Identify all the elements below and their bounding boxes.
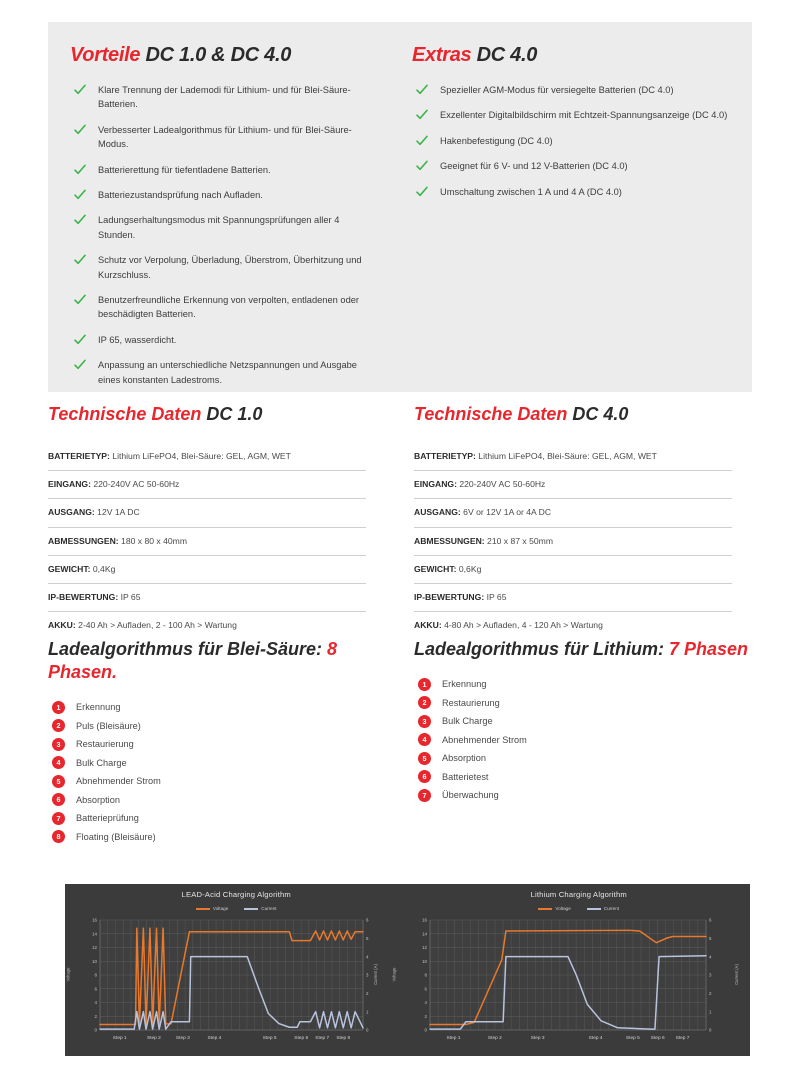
list-item-text: Umschaltung zwischen 1 A und 4 A (DC 4.0) <box>440 186 622 197</box>
benefits-panel <box>48 22 752 392</box>
charging-algorithms-section <box>48 638 752 848</box>
list-item <box>48 719 400 733</box>
list-item <box>48 830 400 844</box>
table-row <box>48 471 366 499</box>
legend-label-current: Current <box>261 906 277 911</box>
tech-data-dc10 <box>48 404 400 639</box>
list-item-text: IP 65, wasserdicht. <box>98 334 177 345</box>
legend-label-voltage: Voltage <box>555 906 571 911</box>
algo-lithium-heading-black: Ladealgorithmus für Lithium: <box>414 639 669 659</box>
svg-text:Step 1: Step 1 <box>446 1036 460 1041</box>
algo-lead-heading <box>48 638 400 684</box>
phase-number-badge: 7 <box>52 812 65 825</box>
svg-text:16: 16 <box>421 917 427 923</box>
list-item <box>412 159 732 173</box>
list-item <box>414 714 752 728</box>
spec-value: 12V 1A DC <box>94 507 140 518</box>
table-row <box>414 499 732 527</box>
list-item-text: Klare Trennung der Lademodi für Lithium- und für Blei-Säure-Batterien. <box>98 85 351 110</box>
list-item-text: Anpassung an unterschiedliche Netzspannungen und Ausgabe eines konstanten Ladestroms. <box>98 360 357 385</box>
svg-text:Step 5: Step 5 <box>625 1036 640 1041</box>
list-item-text: Ladungserhaltungsmodus mit Spannungsprüfungen aller 4 Stunden. <box>98 215 340 240</box>
svg-text:8: 8 <box>94 972 97 978</box>
spec-key: ABMESSUNGEN: <box>414 535 485 546</box>
algo-lead-heading-black: Ladealgorithmus für Blei-Säure: <box>48 639 328 659</box>
check-icon <box>74 359 86 371</box>
phase-label: Erkennung <box>442 679 487 690</box>
list-item-text: Geeignet für 6 V- und 12 V-Batterien (DC 4.0) <box>440 161 628 172</box>
check-icon <box>74 294 86 306</box>
list-item <box>70 188 376 202</box>
extras-list <box>412 83 732 199</box>
phase-number-badge: 1 <box>418 678 431 691</box>
list-item <box>70 163 376 177</box>
list-item <box>48 700 400 714</box>
spec-value: 2-40 Ah > Aufladen, 2 - 100 Ah > Wartung <box>75 620 237 631</box>
svg-text:Step 5: Step 5 <box>262 1036 277 1041</box>
svg-text:10: 10 <box>421 958 427 964</box>
list-item-text: Spezieller AGM-Modus für versiegelte Batterien (DC 4.0) <box>440 85 674 95</box>
extras-heading-red: Extras <box>412 44 472 66</box>
tech-dc40-heading-red: Technische Daten <box>414 404 568 424</box>
svg-text:Step 3: Step 3 <box>530 1036 545 1041</box>
spec-key: AKKU: <box>48 620 76 631</box>
spec-key: IP-BEWERTUNG: <box>414 591 485 602</box>
list-item <box>70 123 376 152</box>
chart-lead-acid <box>65 884 408 1056</box>
table-row <box>414 443 732 471</box>
tech-dc10-heading <box>48 404 366 425</box>
phase-label: Bulk Charge <box>442 716 493 727</box>
phase-number-badge: 1 <box>52 701 65 714</box>
svg-text:Step 3: Step 3 <box>175 1036 190 1041</box>
spec-value: IP 65 <box>484 591 507 602</box>
phase-number-badge: 2 <box>52 719 65 732</box>
svg-text:6: 6 <box>424 986 427 992</box>
table-row <box>414 528 732 556</box>
vorteile-column <box>48 22 400 398</box>
phase-label: Erkennung <box>76 702 121 713</box>
phase-label: Batterieprüfung <box>76 813 139 824</box>
svg-text:14: 14 <box>421 931 427 937</box>
legend-label-voltage: Voltage <box>212 906 229 911</box>
table-row <box>48 528 366 556</box>
chart-title: LEAD-Acid Charging Algorithm <box>181 890 291 899</box>
chart-lithium <box>408 884 751 1056</box>
spec-value: IP 65 <box>118 591 141 602</box>
list-item <box>412 108 732 122</box>
spec-key: EINGANG: <box>48 479 91 490</box>
phase-number-badge: 6 <box>418 770 431 783</box>
list-item <box>414 751 752 765</box>
list-item-text: Batteriezustandsprüfung nach Aufladen. <box>98 190 263 201</box>
svg-text:4: 4 <box>708 954 711 960</box>
check-icon <box>74 189 86 201</box>
spec-key: EINGANG: <box>414 479 457 490</box>
tech-dc10-heading-rest: DC 1.0 <box>201 404 263 424</box>
spec-key: AKKU: <box>414 620 442 631</box>
spec-value: 220-240V AC 50-60Hz <box>90 479 180 490</box>
svg-text:Step 2: Step 2 <box>146 1036 161 1041</box>
phase-number-badge: 6 <box>52 793 65 806</box>
check-icon <box>416 84 428 96</box>
phase-label: Abnehmender Strom <box>76 776 161 787</box>
chart-y2label: Current (A) <box>733 964 739 985</box>
svg-text:0: 0 <box>366 1027 369 1033</box>
chart-plot-lead <box>65 884 407 1056</box>
spec-value: 180 x 80 x 40mm <box>118 535 187 546</box>
spec-key: BATTERIETYP: <box>414 451 476 461</box>
svg-text:5: 5 <box>708 936 711 942</box>
list-item <box>48 774 400 788</box>
list-item <box>48 811 400 825</box>
list-item <box>414 770 752 784</box>
spec-value: 6V or 12V 1A or 4A DC <box>460 507 552 518</box>
svg-text:Step 2: Step 2 <box>487 1036 502 1041</box>
phase-number-badge: 2 <box>418 696 431 709</box>
svg-text:1: 1 <box>366 1009 369 1015</box>
svg-text:12: 12 <box>421 945 427 951</box>
svg-text:Step 7: Step 7 <box>675 1036 689 1041</box>
check-icon <box>74 164 86 176</box>
algo-lead-heading-red: 8 Phasen. <box>48 639 338 683</box>
phase-number-badge: 4 <box>52 756 65 769</box>
svg-text:3: 3 <box>366 972 369 978</box>
phase-label: Abnehmender Strom <box>442 734 527 745</box>
spec-value: 210 x 87 x 50mm <box>484 535 553 546</box>
list-item <box>70 333 376 347</box>
svg-text:5: 5 <box>366 936 369 942</box>
phase-label: Restaurierung <box>76 739 134 750</box>
technical-data-section <box>48 404 752 639</box>
table-row <box>48 612 366 639</box>
chart-ylabel: Voltage <box>65 967 71 982</box>
check-icon <box>416 160 428 172</box>
table-row <box>414 556 732 584</box>
spec-key: GEWICHT: <box>414 563 457 574</box>
spec-key: IP-BEWERTUNG: <box>48 591 119 602</box>
tech-data-dc40 <box>400 404 752 639</box>
list-item <box>414 677 752 691</box>
table-row <box>48 584 366 612</box>
svg-text:6: 6 <box>366 917 369 923</box>
svg-text:4: 4 <box>94 1000 97 1006</box>
svg-text:16: 16 <box>92 917 97 923</box>
spec-value: 0,6Kg <box>456 563 482 574</box>
svg-text:2: 2 <box>366 991 369 997</box>
svg-text:10: 10 <box>92 958 97 964</box>
list-item-text: Hakenbefestigung (DC 4.0) <box>440 135 553 146</box>
phase-label: Restaurierung <box>442 697 500 708</box>
phase-label: Floating (Bleisäure) <box>76 831 156 842</box>
table-row <box>48 499 366 527</box>
list-item <box>412 134 732 148</box>
extras-heading <box>412 44 732 67</box>
algorithm-lead-acid <box>48 638 400 848</box>
algo-lithium-phase-list <box>414 677 752 802</box>
phase-number-badge: 4 <box>418 733 431 746</box>
list-item <box>70 253 376 282</box>
tech-dc40-heading-rest: DC 4.0 <box>567 404 629 424</box>
list-item-text: Batterierettung für tiefentladene Batterien. <box>98 164 271 175</box>
check-icon <box>74 254 86 266</box>
chart-y2label: Current (A) <box>372 964 378 985</box>
phase-label: Absorption <box>76 794 120 805</box>
check-icon <box>74 124 86 136</box>
svg-text:3: 3 <box>708 972 711 978</box>
list-item <box>48 756 400 770</box>
check-icon <box>74 84 86 96</box>
benefits-columns <box>48 22 752 398</box>
algo-lead-phase-list <box>48 700 400 844</box>
vorteile-heading-rest: DC 1.0 & DC 4.0 <box>140 44 292 66</box>
list-item-text: Verbesserter Ladealgorithmus für Lithium- und für Blei-Säure-Modus. <box>98 124 352 150</box>
spec-value: Lithium LiFePO4, Blei-Säure: GEL, AGM, WET <box>109 451 291 461</box>
check-icon <box>416 135 428 147</box>
phase-label: Puls (Bleisäure) <box>76 720 141 731</box>
list-item-text: Schutz vor Verpolung, Überladung, Überstrom, Überhitzung und Kurzschluss. <box>98 255 362 280</box>
extras-column <box>400 22 752 398</box>
list-item <box>414 788 752 802</box>
list-item <box>412 83 732 97</box>
phase-number-badge: 8 <box>52 830 65 843</box>
svg-text:6: 6 <box>708 917 711 923</box>
algo-lithium-heading <box>414 638 752 661</box>
svg-text:Step 6: Step 6 <box>650 1036 665 1041</box>
algorithm-lithium <box>400 638 752 848</box>
list-item <box>70 358 376 387</box>
check-icon <box>74 334 86 346</box>
svg-text:4: 4 <box>366 954 369 960</box>
table-row <box>414 471 732 499</box>
spec-value: 220-240V AC 50-60Hz <box>456 479 546 490</box>
svg-text:8: 8 <box>424 972 427 978</box>
phase-number-badge: 3 <box>52 738 65 751</box>
table-row <box>414 612 732 639</box>
svg-text:Step 4: Step 4 <box>207 1036 222 1041</box>
spec-value: Lithium LiFePO4, Blei-Säure: GEL, AGM, WET <box>475 451 657 461</box>
spec-key: GEWICHT: <box>48 563 91 574</box>
table-row <box>414 584 732 612</box>
spec-key: BATTERIETYP: <box>48 451 110 461</box>
extras-heading-rest: DC 4.0 <box>471 44 538 66</box>
list-item <box>70 83 376 112</box>
phase-label: Absorption <box>442 753 486 764</box>
svg-text:Step 7: Step 7 <box>315 1036 330 1041</box>
list-item <box>48 737 400 751</box>
svg-text:1: 1 <box>708 1009 711 1015</box>
algo-lithium-heading-red: 7 Phasen <box>669 639 749 659</box>
legend-label-current: Current <box>603 906 620 911</box>
vorteile-list <box>70 83 376 387</box>
svg-text:4: 4 <box>424 1000 427 1006</box>
svg-text:14: 14 <box>92 931 97 937</box>
svg-text:2: 2 <box>94 1013 97 1019</box>
vorteile-heading-red: Vorteile <box>70 44 141 66</box>
check-icon <box>74 214 86 226</box>
table-row <box>48 556 366 584</box>
list-item <box>48 793 400 807</box>
svg-text:Step 6: Step 6 <box>294 1036 309 1041</box>
svg-text:Step 1: Step 1 <box>112 1036 127 1041</box>
phase-number-badge: 5 <box>52 775 65 788</box>
spec-key: AUSGANG: <box>48 507 95 518</box>
vorteile-heading <box>70 44 376 67</box>
tech-dc10-heading-red: Technische Daten <box>48 404 202 424</box>
svg-text:2: 2 <box>708 991 711 997</box>
phase-label: Bulk Charge <box>76 757 127 768</box>
spec-value: 0,4Kg <box>90 563 116 574</box>
check-icon <box>416 186 428 198</box>
svg-text:12: 12 <box>92 945 97 951</box>
spec-key: AUSGANG: <box>414 507 461 518</box>
svg-text:0: 0 <box>94 1027 97 1033</box>
phase-number-badge: 3 <box>418 715 431 728</box>
svg-text:0: 0 <box>424 1027 427 1033</box>
svg-text:2: 2 <box>424 1013 427 1019</box>
list-item-text: Benutzerfreundliche Erkennung von verpolten, entladenen oder beschädigten Batterien. <box>98 295 360 320</box>
chart-y3label: Voltage <box>391 967 397 982</box>
list-item <box>412 185 732 199</box>
list-item <box>70 293 376 322</box>
phase-label: Überwachung <box>442 790 499 801</box>
phase-label: Batterietest <box>442 771 489 782</box>
check-icon <box>416 109 428 121</box>
chart-title: Lithium Charging Algorithm <box>530 890 627 899</box>
list-item <box>414 696 752 710</box>
phase-number-badge: 7 <box>418 789 431 802</box>
svg-text:6: 6 <box>94 986 97 992</box>
phase-number-badge: 5 <box>418 752 431 765</box>
spec-key: ABMESSUNGEN: <box>48 535 119 546</box>
table-row <box>48 443 366 471</box>
list-item <box>70 213 376 242</box>
spec-value: 4-80 Ah > Aufladen, 4 - 120 Ah > Wartung <box>441 620 603 631</box>
chart-plot-lithium <box>408 884 750 1056</box>
tech-dc40-heading <box>414 404 732 425</box>
list-item <box>414 733 752 747</box>
svg-text:Step 4: Step 4 <box>588 1036 603 1041</box>
svg-text:0: 0 <box>708 1027 711 1033</box>
svg-text:Step 8: Step 8 <box>336 1036 351 1041</box>
list-item-text: Exzellenter Digitalbildschirm mit Echtzeit-Spannungsanzeige (DC 4.0) <box>440 110 728 121</box>
charts-panel <box>65 884 750 1056</box>
